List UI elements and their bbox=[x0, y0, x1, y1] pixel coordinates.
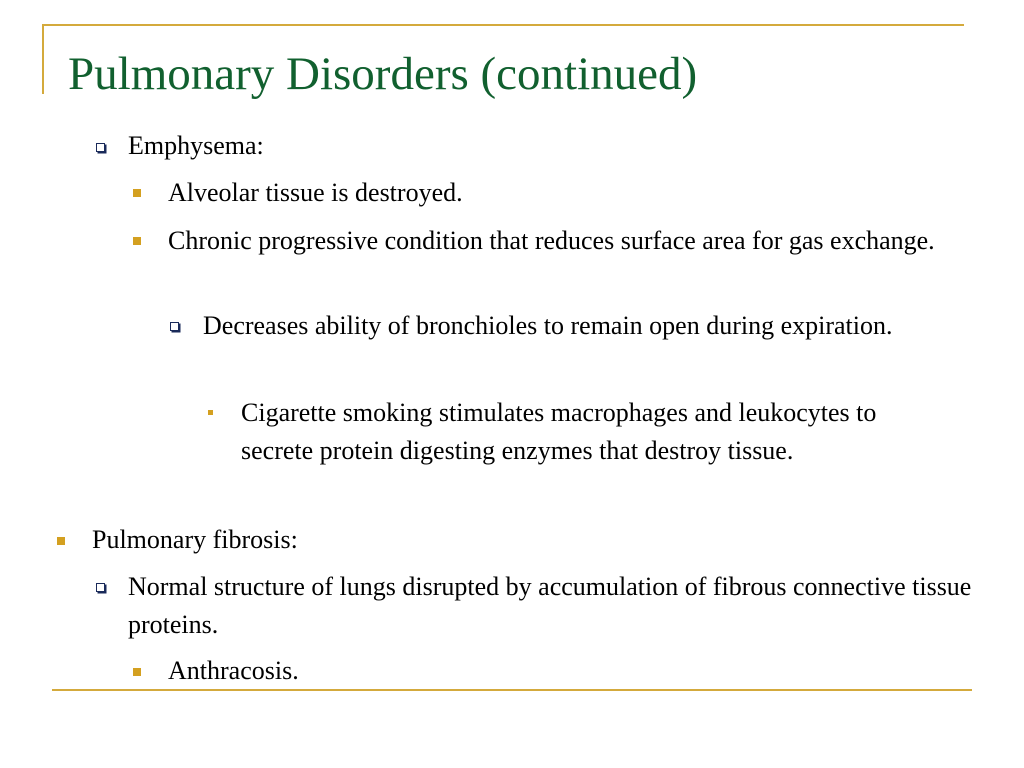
square-bullet-icon bbox=[133, 237, 141, 245]
frame-bottom-rule bbox=[52, 689, 972, 691]
hollow-square-bullet-icon bbox=[96, 583, 105, 592]
list-item-text: Emphysema: bbox=[128, 131, 264, 160]
small-square-bullet-icon bbox=[208, 410, 213, 415]
hollow-square-bullet-icon bbox=[96, 143, 105, 152]
list-item-text: Anthracosis. bbox=[168, 656, 299, 685]
square-bullet-icon bbox=[57, 537, 65, 545]
frame-left-rule bbox=[42, 24, 44, 94]
hollow-square-bullet-icon bbox=[170, 322, 179, 331]
list-item-text: Alveolar tissue is destroyed. bbox=[168, 178, 463, 207]
list-item-text: Chronic progressive condition that reduces surface area for gas exchange. bbox=[168, 226, 935, 255]
list-item-text: Normal structure of lungs disrupted by accumulation of fibrous connective tissue proteins. bbox=[128, 572, 972, 639]
list-item-text: Pulmonary fibrosis: bbox=[92, 525, 298, 554]
list-item-text: Decreases ability of bronchioles to remain open during expiration. bbox=[203, 311, 893, 340]
square-bullet-icon bbox=[133, 668, 141, 676]
frame-top-rule bbox=[42, 24, 964, 26]
list-item-text: Cigarette smoking stimulates macrophages and leukocytes to secrete protein digesting enzymes that destroy tissue. bbox=[241, 398, 877, 465]
slide-title: Pulmonary Disorders (continued) bbox=[68, 48, 698, 100]
square-bullet-icon bbox=[133, 189, 141, 197]
